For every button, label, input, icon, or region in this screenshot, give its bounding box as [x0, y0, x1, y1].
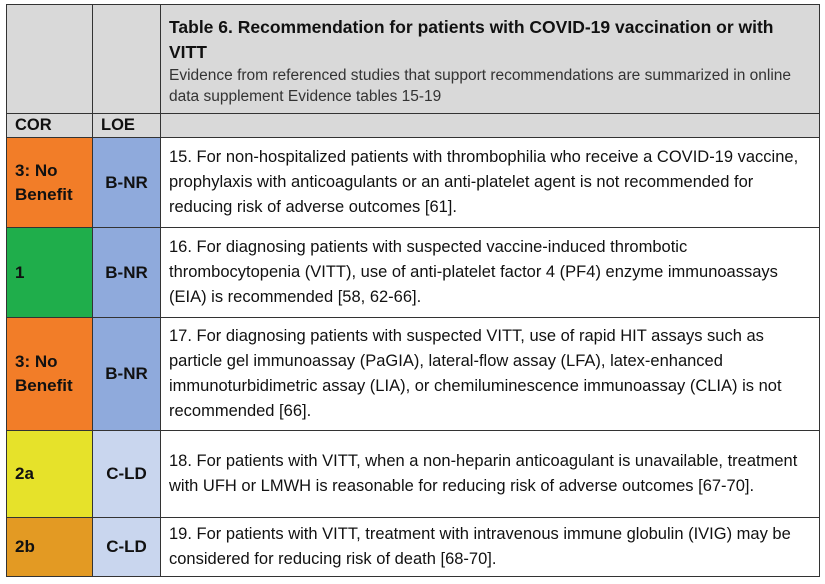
cor-cell: 3: No Benefit: [7, 318, 93, 431]
header-empty-cell: [93, 5, 161, 114]
column-label-row: [7, 114, 820, 138]
header-empty-cell: [7, 5, 93, 114]
column-header-loe: LOE: [93, 114, 161, 138]
table-row: [7, 318, 820, 431]
recommendation-text: 17. For diagnosing patients with suspected VITT, use of rapid HIT assays such as particle gel immunoassay (PaGIA), lateral-flow assay (LFA), latex-enhanced immunoturbidimetric assay (LIA), or chemiluminescence immunoassay (CLIA) is not recommended [66].: [161, 318, 820, 431]
recommendation-table: [6, 4, 820, 577]
cor-cell: 3: No Benefit: [7, 138, 93, 228]
column-header-cor: COR: [7, 114, 93, 138]
recommendation-text: 15. For non-hospitalized patients with thrombophilia who receive a COVID-19 vaccine, prophylaxis with anticoagulants or an anti-platelet agent is not recommended for reducing risk of adverse outcomes [61].: [161, 138, 820, 228]
table-title: Table 6. Recommendation for patients with COVID-19 vaccination or with VITT: [169, 17, 774, 62]
cor-cell: 1: [7, 228, 93, 318]
loe-cell: B-NR: [93, 318, 161, 431]
table-row: [7, 138, 820, 228]
column-header-blank: [161, 114, 820, 138]
table-row: [7, 518, 820, 577]
cor-cell: 2b: [7, 518, 93, 577]
loe-cell: B-NR: [93, 138, 161, 228]
table-row: [7, 228, 820, 318]
loe-cell: C-LD: [93, 431, 161, 518]
loe-cell: B-NR: [93, 228, 161, 318]
loe-cell: C-LD: [93, 518, 161, 577]
recommendation-text: 16. For diagnosing patients with suspected vaccine-induced thrombotic thrombocytopenia (VITT), use of anti-platelet factor 4 (PF4) enzyme immunoassays (EIA) is recommended [58, 62-66].: [161, 228, 820, 318]
table-header-row: [7, 5, 820, 114]
table-title-cell: [161, 5, 820, 114]
recommendation-text: 18. For patients with VITT, when a non-heparin anticoagulant is unavailable, treatment with UFH or LMWH is reasonable for reducing risk of adverse outcomes [67-70].: [161, 431, 820, 518]
recommendation-table-frame: [6, 4, 819, 580]
cor-cell: 2a: [7, 431, 93, 518]
recommendation-text: 19. For patients with VITT, treatment with intravenous immune globulin (IVIG) may be considered for reducing risk of death [68-70].: [161, 518, 820, 577]
table-row: [7, 431, 820, 518]
table-subtitle: Evidence from referenced studies that support recommendations are summarized in online data supplement Evidence tables 15-19: [169, 67, 792, 105]
